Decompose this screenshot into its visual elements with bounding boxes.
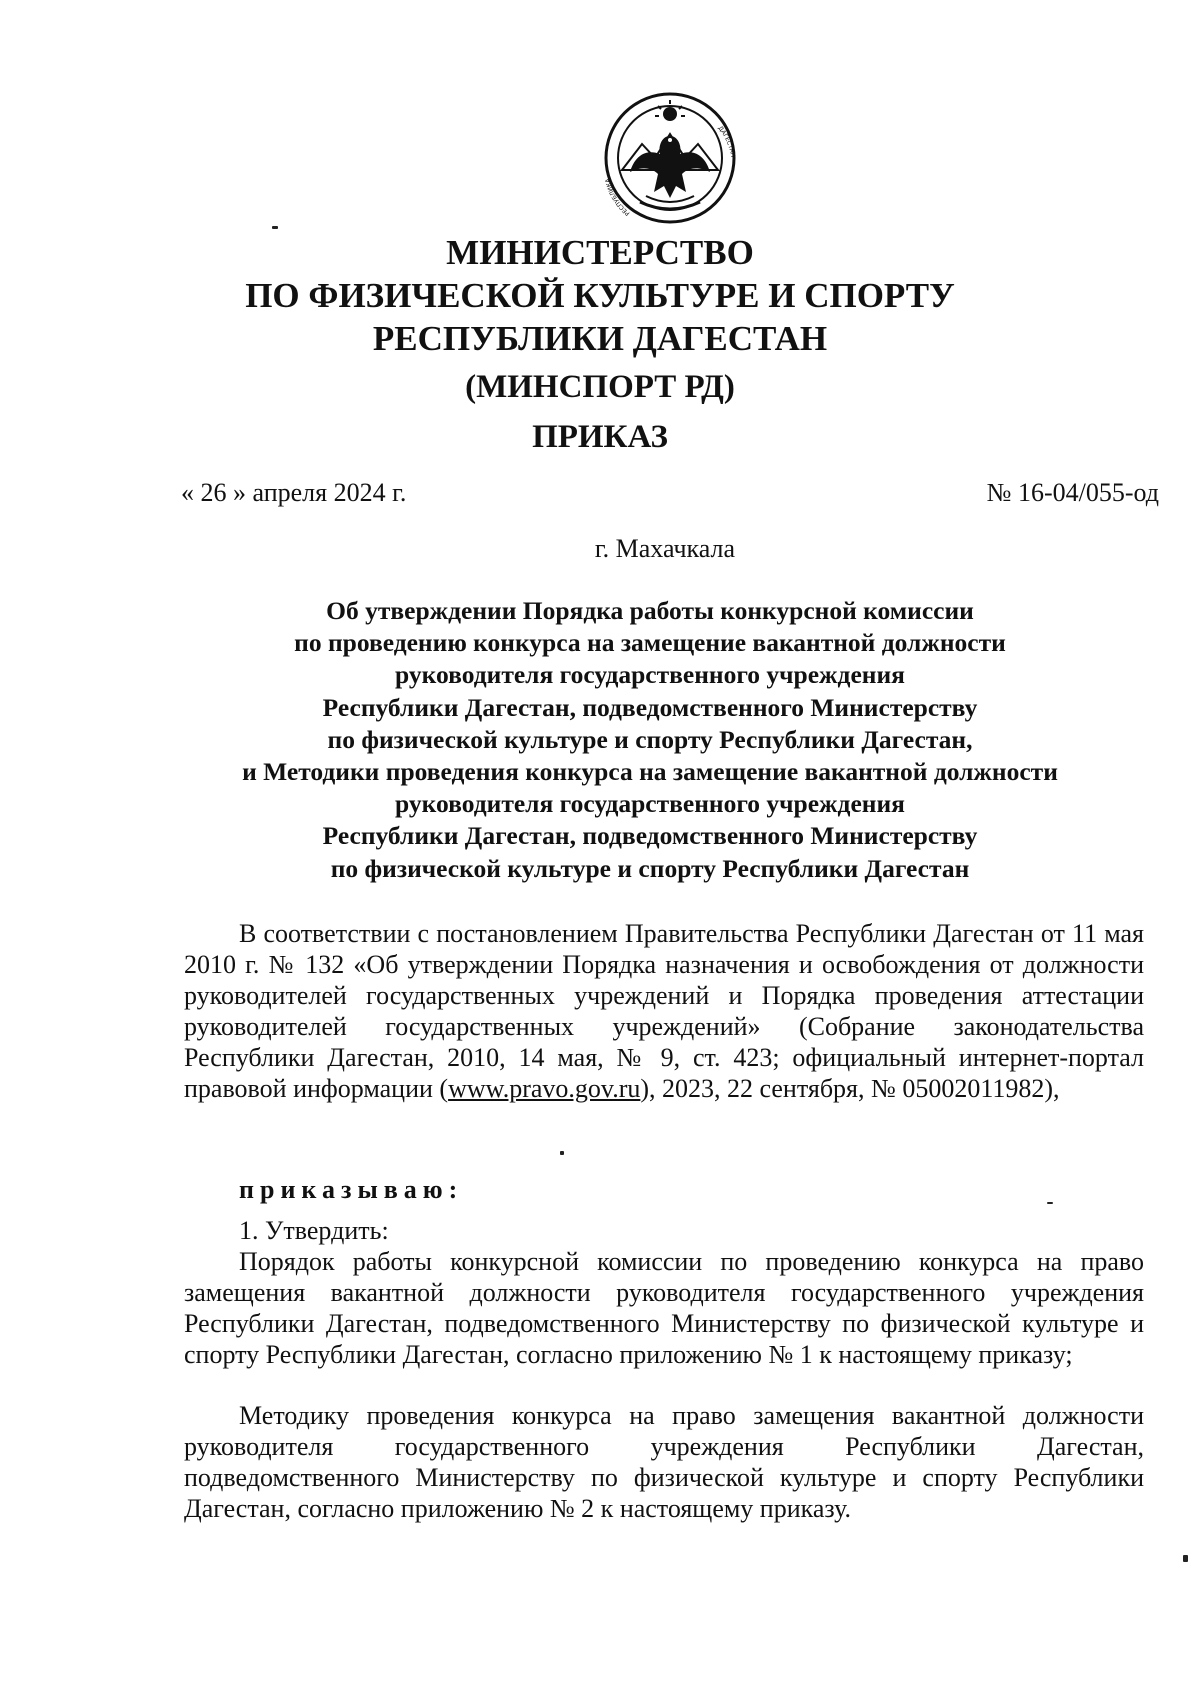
order-paragraph-1	[184, 1246, 1144, 1370]
document-city: г. Махачкала	[594, 534, 736, 563]
ministry-title-line-1: МИНИСТЕРСТВО	[446, 233, 754, 272]
order-title-line: по физической культуре и спорту Республики Дагестан	[330, 853, 970, 883]
document-date: « 26 » апреля 2024 г.	[181, 478, 407, 507]
document-number: № 16-04/055-од	[986, 478, 1159, 507]
document-type-heading: ПРИКАЗ	[532, 419, 668, 455]
order-title-line: Республики Дагестан, подведомственного Министерству	[322, 692, 978, 722]
legal-basis-text-end: ), 2023, 22 сентября, № 05002011982),	[640, 1074, 1060, 1103]
scan-speck	[1183, 1555, 1188, 1562]
legal-basis-paragraph	[184, 918, 1144, 1104]
order-paragraph-1-text: Порядок работы конкурсной комиссии по проведению конкурса на право замещения вакантной должности руководителя государственного учреждения Республики Дагестан, подведомственного Министерству по физической культуре и спорту Республики Дагестан, согласно приложению № 1 к настоящему приказу;	[184, 1247, 1144, 1369]
ministry-abbreviation: (МИНСПОРТ РД)	[465, 369, 735, 405]
coat-of-arms-emblem	[600, 88, 740, 228]
ministry-title-line-2: ПО ФИЗИЧЕСКОЙ КУЛЬТУРЕ И СПОРТУ	[245, 276, 955, 315]
pravo-gov-link[interactable]: www.pravo.gov.ru	[448, 1074, 641, 1103]
order-paragraph-2	[184, 1400, 1144, 1524]
scan-speck	[272, 226, 278, 229]
order-title-line: по физической культуре и спорту Республики Дагестан,	[327, 724, 973, 754]
legal-basis-text: В соответствии с постановлением Правительства Республики Дагестан от 11 мая 2010 г. № 132 «Об утверждении Порядка назначения и освобождения от должности руководителей государственных учреждений и Порядка проведения аттестации руководителей государственных учреждений» (Собрание законодательства Республики Дагестан, 2010, 14 мая, № 9, ст. 423; официальный интернет-портал правовой информации (	[184, 919, 1144, 1103]
order-paragraph-2-text: Методику проведения конкурса на право замещения вакантной должности руководителя государственного учреждения Республики Дагестан, подведомственного Министерству по физической культуре и спорту Республики Дагестан, согласно приложению № 2 к настоящему приказу.	[184, 1401, 1144, 1523]
order-title	[200, 595, 1100, 885]
order-title-line: руководителя государственного учреждения	[395, 789, 905, 819]
order-title-line: Республики Дагестан, подведомственного Министерству	[322, 821, 978, 851]
order-title-line: руководителя государственного учреждения	[395, 660, 905, 690]
scan-speck	[1047, 1202, 1053, 1204]
order-item-1: 1. Утвердить:	[239, 1216, 389, 1245]
order-title-line: Об утверждении Порядка работы конкурсной комиссии	[326, 596, 974, 625]
order-clause: приказываю:	[239, 1175, 464, 1204]
emblem-ring-text-right: ДАГЕСТАН	[716, 124, 737, 158]
ministry-title-line-3: РЕСПУБЛИКИ ДАГЕСТАН	[372, 319, 828, 358]
scan-speck	[560, 1151, 564, 1155]
order-title-line: по проведению конкурса на замещение вакантной должности	[294, 628, 1006, 658]
order-title-line: и Методики проведения конкурса на замещение вакантной должности	[242, 757, 1058, 787]
emblem-ring-text-left: РЕСПУБЛИКА	[604, 177, 632, 217]
